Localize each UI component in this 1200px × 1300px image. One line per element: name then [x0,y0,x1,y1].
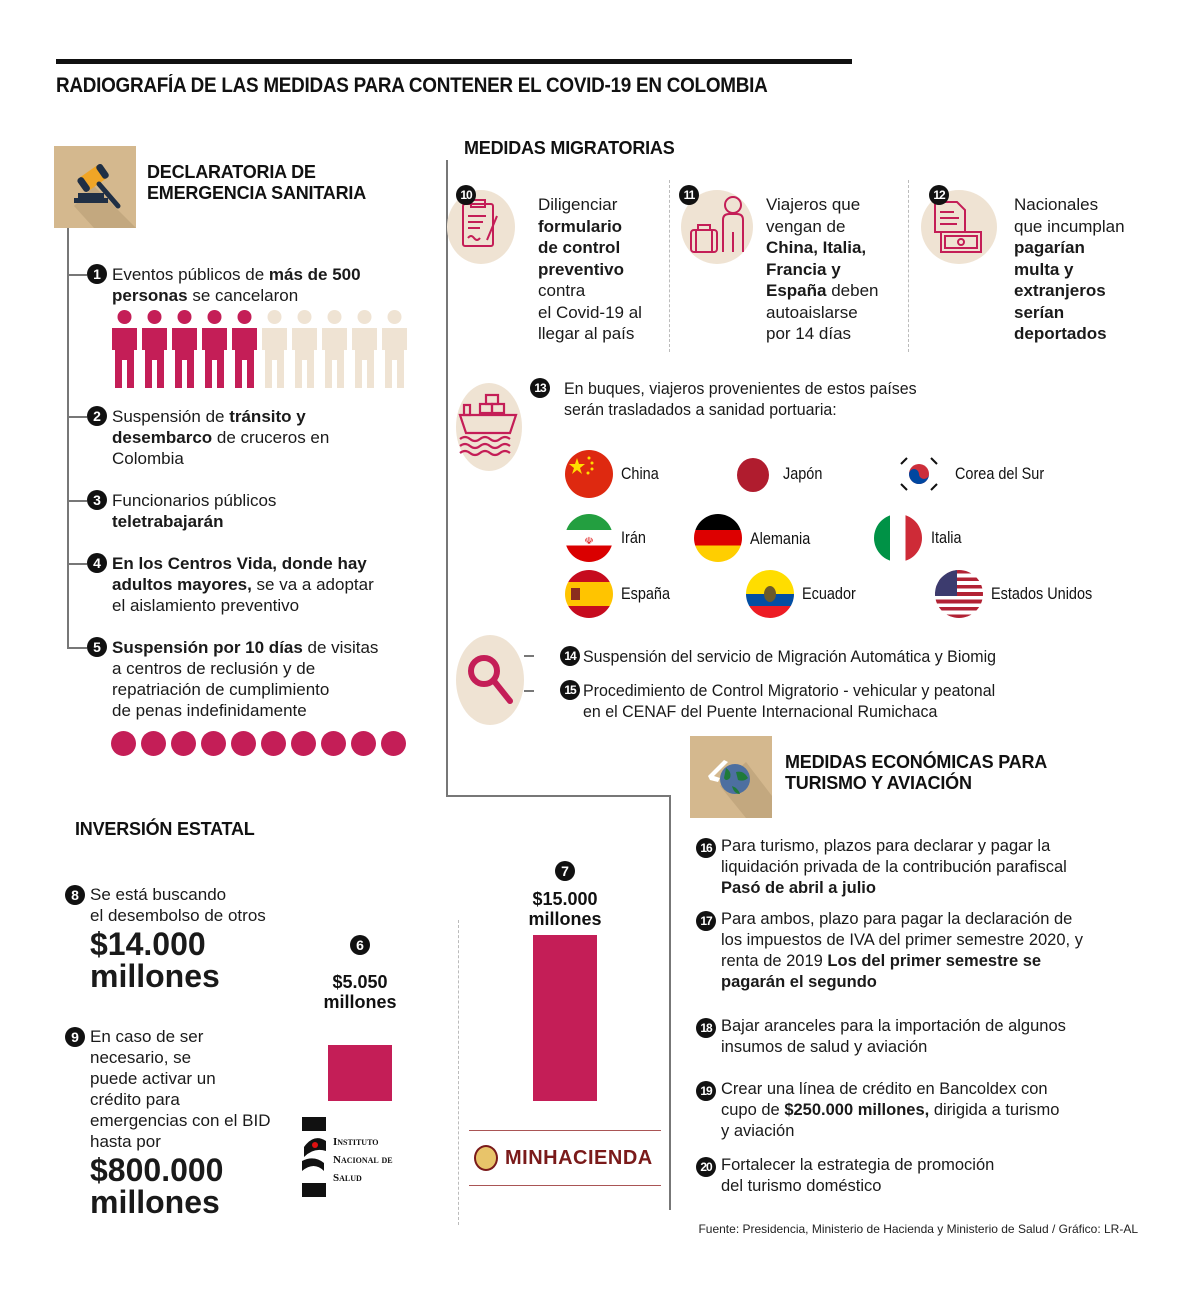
text-bold: pagarán el segundo [721,973,877,991]
text-bold: multa y [1014,259,1074,279]
emergencia-heading-line1: DECLARATORIA DE [147,162,316,182]
emergencia-item-5 [112,637,378,721]
bar-unit: millones [528,909,602,929]
badge-3: 3 [87,490,107,510]
text: a centros de reclusión y de [112,659,316,678]
text-bold: Los del primer semestre se [827,952,1042,970]
text-bold: personas [112,286,188,305]
ins-logo-line: Instituto [333,1136,379,1148]
text: llegar al país [538,324,635,343]
coat-of-arms-icon [474,1145,498,1171]
economicas-item-16 [721,836,1067,899]
text-bold: pagarían [1014,238,1085,257]
emergencia-heading [147,162,366,204]
inversion-item-9 [90,1026,270,1218]
flag-iran-icon [565,514,613,562]
economicas-item-18 [721,1016,1066,1058]
economicas-heading-line1: MEDIDAS ECONÓMICAS PARA [785,752,1048,772]
connector [67,274,87,276]
dot-marker [201,731,226,756]
economicas-item-20 [721,1155,994,1197]
person-icon [291,310,318,388]
bar-minhacienda [533,935,597,1101]
gavel-icon [54,146,136,228]
dot-marker [291,731,316,756]
source-footer: Fuente: Presidencia, Ministerio de Hacienda y Ministerio de Salud / Gráfico: LR-AL [698,1222,1138,1236]
badge-10: 10 [456,185,476,205]
plane-globe-icon [690,736,772,818]
migratorias-item-15 [583,680,995,722]
economicas-frame-left [669,795,671,1210]
connector [67,500,87,502]
column-divider [669,180,670,352]
person-icon [171,310,198,388]
text-bold: formulario [538,216,623,236]
badge-1: 1 [87,264,107,284]
dot-marker [171,731,196,756]
country-label: China [621,464,659,483]
economicas-item-19 [721,1079,1059,1142]
text: Crear una línea de crédito en Bancoldex con [721,1080,1048,1098]
badge-12: 12 [929,185,949,205]
badge-6: 6 [350,935,370,955]
connector [67,416,87,418]
country-label: Estados Unidos [991,584,1093,603]
country-label: Corea del Sur [955,464,1045,483]
dot-marker [321,731,346,756]
emergencia-item-1 [112,264,361,306]
text-bold: más de 500 [268,265,361,284]
column-divider [908,180,909,352]
text: En buques, viajeros provenientes de estos países [564,379,917,398]
text: el aislamiento preventivo [112,596,300,615]
country-label: Japón [783,464,823,483]
connector [524,655,534,657]
text: se va a adoptar [251,575,374,594]
person-icon [231,310,258,388]
text: de visitas [302,638,379,657]
amount-800000: $800.000 [90,1152,224,1188]
text-bold: tránsito y [229,407,306,426]
emergencia-item-3 [112,490,276,532]
text: En caso de ser [90,1027,204,1046]
ins-logo-line: Salud [333,1172,362,1184]
dot-marker [141,731,166,756]
badge-9: 9 [65,1027,85,1047]
text: Eventos públicos de [112,265,269,284]
person-icon [141,310,168,388]
text: Se está buscando [90,885,227,904]
dot-marker [381,731,406,756]
badge-16: 16 [696,838,716,858]
dot-marker [111,731,136,756]
badge-20: 20 [696,1157,716,1177]
text: emergencias con el BID [90,1111,271,1130]
text: se cancelaron [187,286,299,305]
bar-value: $15.000 [532,889,598,909]
amount-14000: $14.000 [90,926,206,962]
flag-usa-icon [935,570,983,618]
badge-13: 13 [530,378,550,398]
text: y aviación [721,1122,795,1140]
text: repatriación de cumplimiento [112,680,330,699]
text-bold: China, Italia, [766,238,867,257]
text: Viajeros que [766,195,861,214]
text-bold: serían [1014,302,1065,322]
person-icon [381,310,408,388]
country-label: Alemania [750,529,811,548]
text: Procedimiento de Control Migratorio - vehicular y peatonal [583,681,996,700]
text: crédito para [90,1090,180,1109]
badge-4: 4 [87,553,107,573]
text-bold: España [766,281,827,300]
ins-logo-line: Nacional de [333,1154,393,1166]
text: los impuestos de IVA del primer semestre 2020, y [721,931,1083,949]
text: Bajar aranceles para la importación de algunos [721,1017,1066,1035]
text: serán trasladados a sanidad portuaria: [564,400,837,419]
badge-14: 14 [560,646,580,666]
connector [524,690,534,692]
inversion-item-8 [90,884,266,992]
text: que incumplan [1014,216,1125,236]
amount-unit: millones [90,958,220,994]
flag-china-icon [565,450,613,498]
text: Diligenciar [538,195,618,214]
badge-7: 7 [555,861,575,881]
ship-icon [456,383,522,471]
emergencia-item-2 [112,406,329,469]
text: contra [538,281,586,300]
text-bold: preventivo [538,259,624,279]
flag-germany-icon [694,514,742,562]
person-icon [111,310,138,388]
flag-spain-icon [565,570,613,618]
page-title: RADIOGRAFÍA DE LAS MEDIDAS PARA CONTENER EL COVID-19 EN COLOMBIA [56,74,768,97]
text-bold: desembarco [112,428,213,447]
text-bold: En los Centros Vida, donde hay [112,554,367,573]
text-bold: Francia y [766,259,841,279]
migratorias-frame-bottom [446,795,670,797]
text: el Covid-19 al [538,302,642,322]
flag-italy-icon [874,514,922,562]
text: del turismo doméstico [721,1177,882,1195]
text: necesario, se [90,1048,192,1067]
text: renta de 2019 [721,952,828,970]
text-bold: deportados [1014,324,1107,343]
text: Fortalecer la estrategia de promoción [721,1156,995,1174]
magnifier-icon [456,635,524,725]
text: puede activar un [90,1069,216,1088]
text: en el CENAF del Puente Internacional Rumichaca [583,702,938,721]
economicas-heading [785,752,1047,794]
badge-5: 5 [87,637,107,657]
person-icon [261,310,288,388]
text: cupo de [721,1101,785,1119]
text: insumos de salud y aviación [721,1038,928,1056]
text-bold: Suspensión por 10 días [112,638,303,657]
ins-logo-text [333,1133,393,1187]
text: Colombia [112,449,184,468]
text: dirigida a turismo [929,1101,1060,1119]
text: deben [826,281,879,300]
text: vengan de [766,216,846,236]
text: Nacionales [1014,195,1099,214]
chart-divider [458,920,459,1225]
economicas-heading-line2: TURISMO Y AVIACIÓN [785,773,972,793]
bar-unit: millones [323,992,397,1012]
text: Para ambos, plazo para pagar la declaración de [721,910,1073,928]
text-bold: extranjeros [1014,281,1106,300]
people-pictogram [111,310,408,388]
bar-value-label [505,889,625,929]
country-label: Irán [621,528,646,547]
bar-value-label [300,972,420,1012]
logo-rule [469,1130,661,1131]
text: de penas indefinidamente [112,701,307,720]
minhacienda-logo-text: MINHACIENDA [505,1147,653,1169]
migratorias-heading: MEDIDAS MIGRATORIAS [464,138,675,158]
text-bold: de control [538,238,621,257]
badge-2: 2 [87,406,107,426]
connector [67,563,87,565]
inversion-heading: INVERSIÓN ESTATAL [75,819,255,839]
text-bold: adultos mayores, [112,575,252,594]
badge-11: 11 [679,185,699,205]
badge-15: 15 [560,680,580,700]
migratorias-item-13 [564,378,917,420]
bar-ins [328,1045,392,1101]
economicas-item-17 [721,909,1083,993]
country-label: España [621,584,671,603]
badge-19: 19 [696,1081,716,1101]
dot-marker [261,731,286,756]
dot-marker [351,731,376,756]
text-bold: Pasó de abril a julio [721,879,876,897]
person-icon [351,310,378,388]
amount-unit: millones [90,1184,220,1220]
text: liquidación privada de la contribución parafiscal [721,858,1067,876]
country-label: Ecuador [802,584,856,603]
migratorias-item-10 [538,194,642,345]
text: hasta por [90,1132,161,1151]
text-bold: teletrabajarán [112,512,224,531]
emergencia-timeline [67,228,69,648]
migratorias-item-14: Suspensión del servicio de Migración Automática y Biomig [583,647,997,666]
dots-pictogram [111,731,406,756]
text: autoaislarse [766,302,858,322]
text: Funcionarios públicos [112,491,277,510]
badge-17: 17 [696,911,716,931]
flag-south-korea-icon [895,450,943,498]
top-rule [56,59,852,64]
migratorias-item-12 [1014,194,1125,345]
person-icon [321,310,348,388]
svg-text:☫: ☫ [584,536,594,547]
badge-18: 18 [696,1018,716,1038]
ins-logo-icon [302,1117,326,1197]
dot-marker [231,731,256,756]
flag-ecuador-icon [746,570,794,618]
text: Suspensión de [112,407,230,426]
flag-japan-icon [737,458,769,492]
text: Para turismo, plazos para declarar y pagar la [721,837,1051,855]
badge-8: 8 [65,885,85,905]
emergencia-heading-line2: EMERGENCIA SANITARIA [147,183,367,203]
text-bold: $250.000 millones, [784,1101,930,1119]
person-icon [201,310,228,388]
emergencia-item-4 [112,553,374,616]
text: de cruceros en [212,428,330,447]
text: por 14 días [766,324,852,343]
migratorias-item-11 [766,194,878,345]
country-label: Italia [931,528,962,547]
text: el desembolso de otros [90,906,266,925]
bar-value: $5.050 [332,972,388,992]
logo-rule [469,1185,661,1186]
connector [67,647,87,649]
